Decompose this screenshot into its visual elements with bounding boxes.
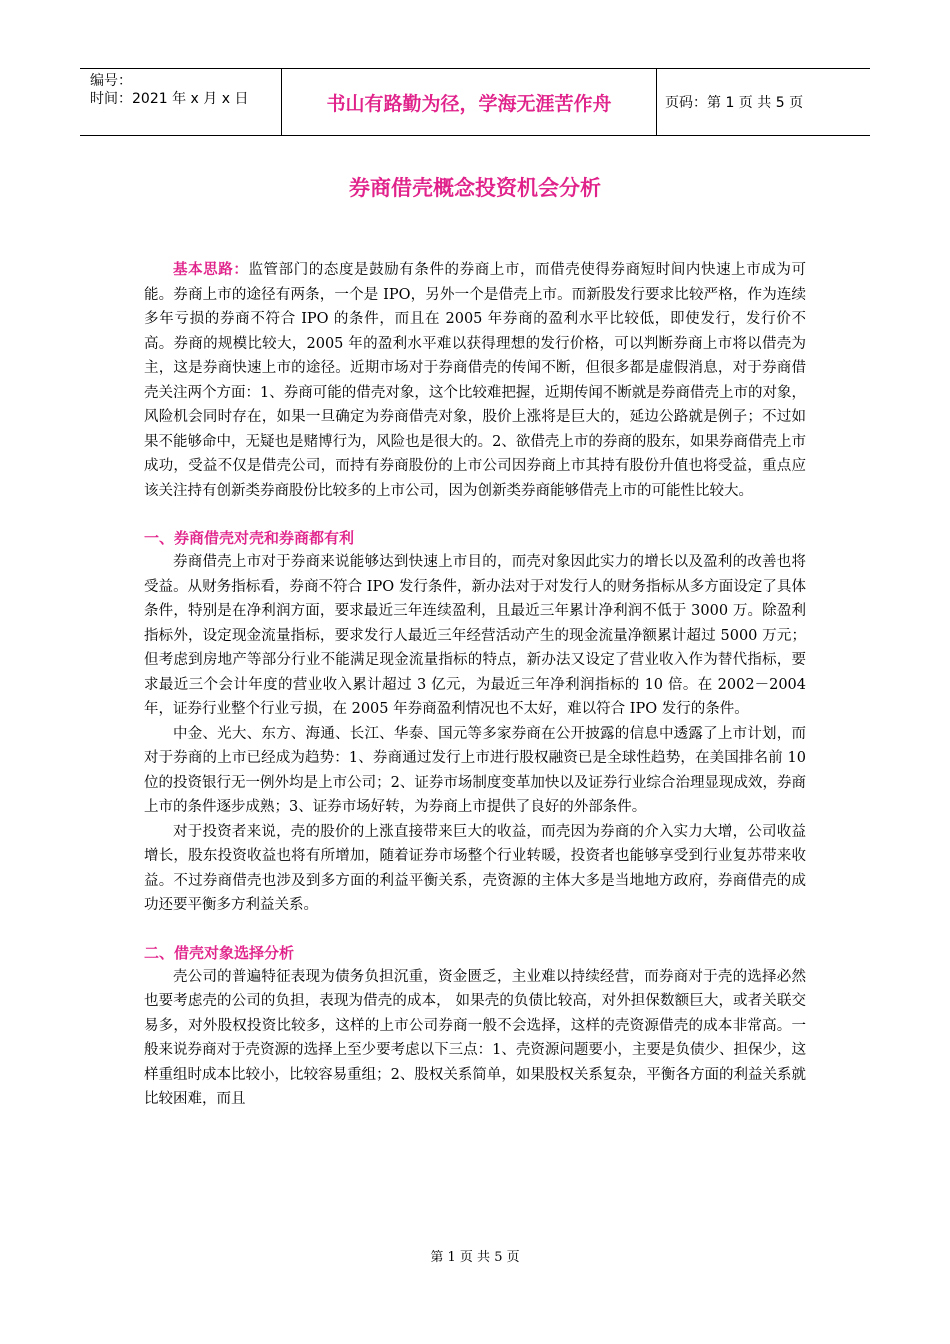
section-1-heading: 一、券商借壳对壳和券商都有利 — [144, 529, 355, 547]
header-motto: 书山有路勤为径，学海无涯苦作舟 — [282, 69, 657, 135]
header-page-info: 页码：第 1 页 共 5 页 — [665, 95, 804, 111]
section-2-paragraph: 壳公司的普遍特征表现为债务负担沉重，资金匮乏，主业难以持续经营，而券商对于壳的选择必然也要考虑壳的公司的负担，表现为借壳的成本， 如果壳的负债比较高，对外担保数额巨大，或者关联交易多，对外股权投资比较多，这样的上市公司券商一般不会选择，这样的壳资源借壳的成本非常高。一般来说券商对于壳资源的选择上至少要考虑以下三点：1、壳资源问题要小，主要是负债少、担保少，这样重组时成本比较小，比较容易重组；2、股权关系简单，如果股权关系复杂，平衡各方面的利益关系就比较困难，而且 — [144, 968, 806, 1107]
intro-label: 基本思路： — [173, 262, 249, 278]
intro-paragraph — [144, 258, 806, 503]
page-footer: 第 1 页 共 5 页 — [430, 1250, 520, 1265]
doc-date-label: 时间：2021 年 x 月 x 日 — [90, 91, 249, 107]
section-1-paragraph: 中金、光大、东方、海通、长江、华泰、国元等多家券商在公开披露的信息中透露了上市计划，而对于券商的上市已经成为趋势：1、券商通过发行上市进行股权融资已是全球性趋势，在美国排名前 10 位的投资银行无一例外均是上市公司；2、证券市场制度变革加快以及证券行业综合治理显现成效，券商上市的条件逐步成熟；3、证券市场好转，为券商上市提供了良好的外部条件。 — [144, 725, 806, 815]
intro-text: 监管部门的态度是鼓励有条件的券商上市，而借壳使得券商短时间内快速上市成为可能。券商上市的途径有两条，一个是 IPO，另外一个是借壳上市。而新股发行要求比较严格，作为连续多年亏损的券商不符合 IPO 的条件，而且在 2005 年券商的盈利水平比较低，即使发行，发行价不高。券商的规模比较大，2005 年的盈利水平难以获得理想的发行价格，可以判断券商上市将以借壳为主，这是券商快速上市的途径。近期市场对于券商借壳的传闻不断，但很多都是虚假消息，对于券商借壳关注两个方面：1、券商可能的借壳对象，这个比较难把握，近期传闻不断就是券商借壳上市的对象，风险机会同时存在，如果一旦确定为券商借壳对象，股价上涨将是巨大的，延边公路就是例子；不过如果不能够命中，无疑也是赌博行为，风险也是很大的。2、欲借壳上市的券商的股东，如果券商借壳上市成功，受益不仅是借壳公司，而持有券商股份的上市公司因券商上市其持有股份升值也将受益，重点应该关注持有创新类券商股份比较多的上市公司，因为创新类券商能够借壳上市的可能性比较大。 — [144, 262, 807, 499]
section-1-paragraph: 对于投资者来说，壳的股价的上涨直接带来巨大的收益，而壳因为券商的介入实力大增，公司收益增长，股东投资收益也将有所增加，随着证券市场整个行业转暖，投资者也能够享受到行业复苏带来收益。不过券商借壳也涉及到多方面的利益平衡关系，壳资源的主体大多是当地地方政府，券商借壳的成功还要平衡多方利益关系。 — [144, 823, 806, 913]
section-2-heading: 二、借壳对象选择分析 — [144, 943, 295, 962]
document-title: 券商借壳概念投资机会分析 — [349, 176, 601, 200]
doc-number-label: 编号： — [90, 73, 132, 89]
page-header — [80, 68, 870, 136]
document-body — [144, 258, 806, 1112]
header-meta — [80, 69, 282, 135]
section-1-paragraph: 券商借壳上市对于券商来说能够达到快速上市目的，而壳对象因此实力的增长以及盈利的改善也将受益。从财务指标看，券商不符合 IPO 发行条件，新办法对于对发行人的财务指标从多方面设定了具体条件，特别是在净利润方面，要求最近三年连续盈利，且最近三年累计净利润不低于 3000 万。除盈利指标外，设定现金流量指标，要求发行人最近三年经营活动产生的现金流量净额累计超过 5000 万元；但考虑到房地产等部分行业不能满足现金流量指标的特点，新办法又设定了营业收入作为替代指标，要求最近三个会计年度的营业收入累计超过 3 亿元，为最近三年净利润指标的 10 倍。在 2002－2004 年，证券行业整个行业亏损，在 2005 年券商盈利情况也不太好，难以符合 IPO 发行的条件。 — [144, 554, 806, 717]
